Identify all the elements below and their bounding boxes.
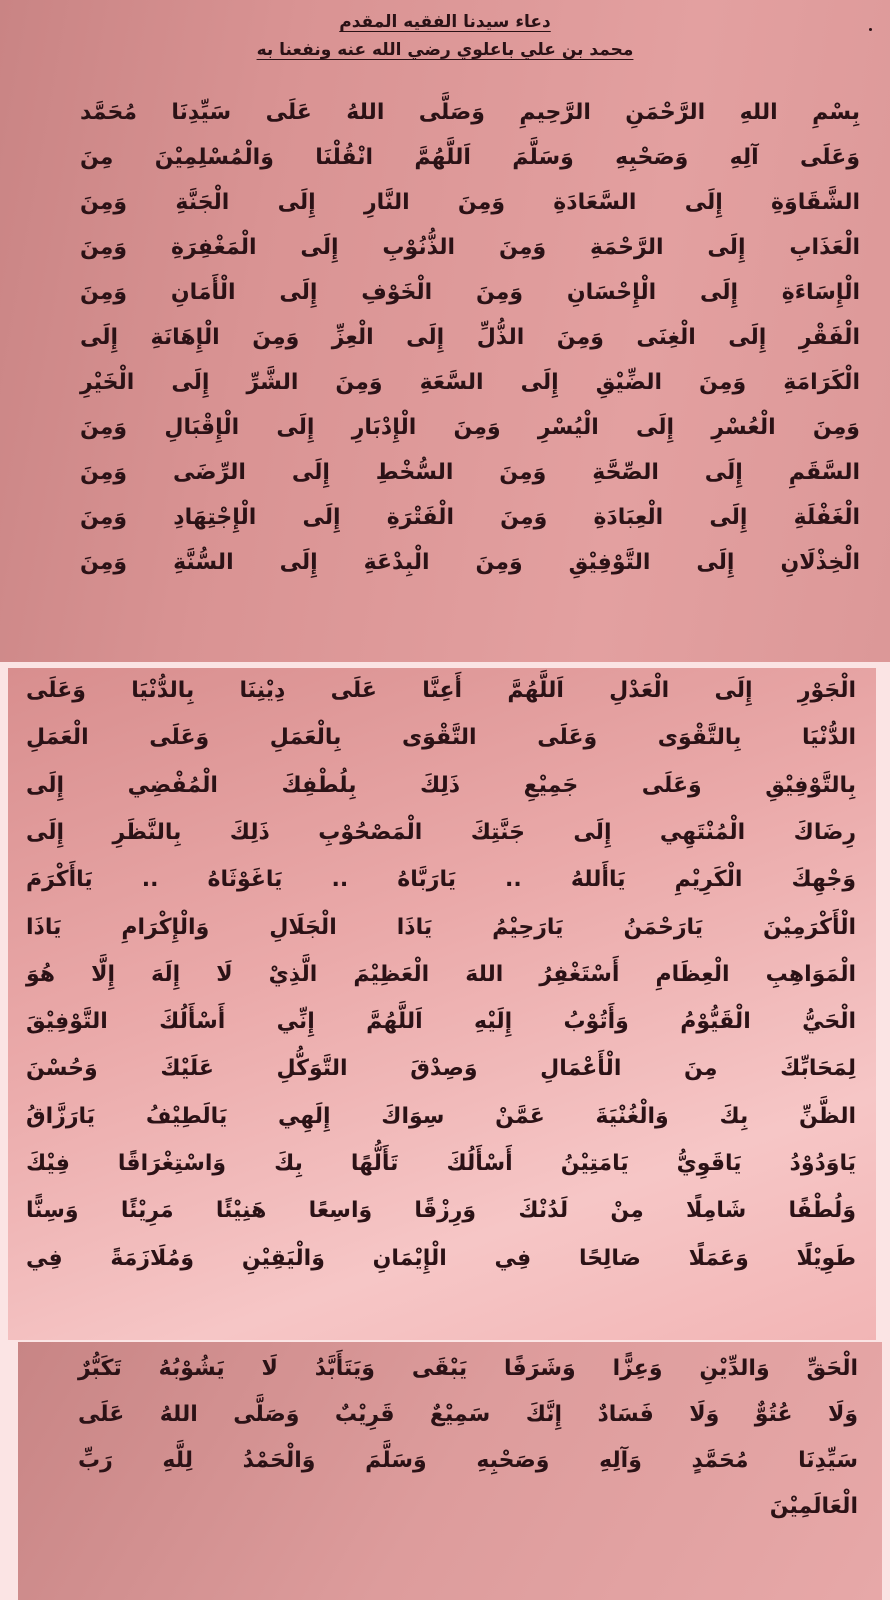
- text-line: بِالتَّوْفِيْقِ وَعَلَى جَمِيْعِ ذَلِكَ بِلُطْفِكَ الْمُفْضِي إِلَى: [26, 772, 856, 798]
- text-line: الدُّنْيَا بِالتَّقْوَى وَعَلَى التَّقْوَى بِالْعَمَلِ وَعَلَى الْعَمَلِ: [26, 725, 856, 751]
- text-line: وَمِنَ الْعُسْرِ إِلَى الْيُسْرِ وَمِنَ الْإِدْبَارِ إِلَى الْإِقْبَالِ وَمِنَ: [80, 415, 860, 440]
- text-line: الْفَقْرِ إِلَى الْغِنَى وَمِنَ الذُّلِّ إِلَى الْعِزِّ وَمِنَ الْإِهَانَةِ إِلَى: [80, 325, 860, 350]
- text-line: الْحَيُّ الْقَيُّوْمُ وَأَتُوْبُ إِلَيْهِ اَللَّهُمَّ إِنِّي أَسْأَلُكَ التَّوْفِيْقَ: [26, 1009, 856, 1035]
- text-line: الْإِسَاءَةِ إِلَى الْإِحْسَانِ وَمِنَ الْخَوْفِ إِلَى الْأَمَانِ وَمِنَ: [80, 280, 860, 305]
- text-line: لِمَحَابِّكَ مِنَ الْأَعْمَالِ وَصِدْقَ التَّوَكُّلِ عَلَيْكَ وَحُسْنَ: [26, 1056, 856, 1082]
- text-line: رِضَاكَ الْمُنْتَهِي إِلَى جَنَّتِكَ الْمَصْحُوْبِ ذَلِكَ بِالنَّظَرِ إِلَى: [26, 819, 856, 845]
- text-line: يَاوَدُوْدُ يَاقَوِيُّ يَامَتِيْنُ أَسْأَلُكَ تَأَلُّهًا بِكَ وَاسْتِغْرَاقًا فِيْكَ: [26, 1151, 856, 1176]
- text-line: الظَّنِّ بِكَ وَالْغُنْيَةَ عَمَّنْ سِوَاكَ إِلَهِي يَالَطِيْفُ يَارَزَّاقُ: [26, 1103, 856, 1129]
- text-line: بِسْمِ اللهِ الرَّحْمَنِ الرَّحِيمِ وَصَلَّى اللهُ عَلَى سَيِّدِنَا مُحَمَّد: [80, 100, 860, 125]
- title-line-2: محمد بن علي باعلوي رضي الله عنه ونفعنا به: [256, 40, 634, 60]
- text-line: الْحَقِّ وَالدِّيْنِ وَعِزًّا وَشَرَفًا يَبْقَى وَيَتَأَبَّدُ لَا يَشُوْبُهُ تَكَبُّرٌ: [78, 1356, 858, 1381]
- text-line: الْعَذَابِ إِلَى الرَّحْمَةِ وَمِنَ الذُّنُوْبِ إِلَى الْمَغْفِرَةِ وَمِنَ: [80, 235, 860, 260]
- speck: [869, 28, 872, 31]
- text-line: الْأَكْرَمِيْنَ يَارَحْمَنُ يَارَحِيْمُ يَاذَا الْجَلَالِ وَالْإِكْرَامِ يَاذَا: [26, 914, 856, 940]
- text-line: الْكَرَامَةِ وَمِنَ الضِّيْقِ إِلَى السَّعَةِ وَمِنَ الشَّرِّ إِلَى الْخَيْرِ: [80, 370, 860, 395]
- text-line: وَعَلَى آلِهِ وَصَحْبِهِ وَسَلَّمَ اَللَّهُمَّ انْقُلْنَا وَالْمُسْلِمِيْنَ مِنَ: [80, 145, 860, 170]
- text-line: الْخِذْلَانِ إِلَى التَّوْفِيْقِ وَمِنَ الْبِدْعَةِ إِلَى السُّنَّةِ وَمِنَ: [80, 550, 860, 575]
- text-line: الْمَوَاهِبِ الْعِظَامِ أَسْتَغْفِرُ اللهَ الْعَظِيْمَ الَّذِيْ لَا إِلَهَ إِلَّا هُوَ: [26, 961, 856, 987]
- text-line: وَلَا عُتُوٌّ وَلَا فَسَادٌ إِنَّكَ سَمِيْعٌ قَرِيْبٌ وَصَلَّى اللهُ عَلَى: [78, 1402, 858, 1427]
- text-line: الْغَفْلَةِ إِلَى الْعِبَادَةِ وَمِنَ الْفَتْرَةِ إِلَى الْإِجْتِهَادِ وَمِنَ: [80, 505, 860, 530]
- text-line: الشَّقَاوَةِ إِلَى السَّعَادَةِ وَمِنَ النَّارِ إِلَى الْجَنَّةِ وَمِنَ: [80, 190, 860, 215]
- text-line: الْعَالَمِيْنَ: [769, 1494, 858, 1519]
- title-line-1: دعاء سيدنا الفقيه المقدم: [339, 12, 551, 32]
- text-line: سَيِّدِنَا مُحَمَّدٍ وَآلِهِ وَصَحْبِهِ وَسَلَّمَ وَالْحَمْدُ لِلَّهِ رَبِّ: [78, 1448, 858, 1473]
- text-line: طَوِيْلًا وَعَمَلًا صَالِحًا فِي الْإِيْمَانِ وَالْيَقِيْنِ وَمُلَازَمَةً فِي: [26, 1245, 856, 1271]
- text-line: وَجْهِكَ الْكَرِيْمِ يَاأَللهُ .. يَارَبَّاهُ .. يَاغَوْثَاهُ .. يَاأَكْرَمَ: [26, 867, 856, 893]
- text-line: الْجَوْرِ إِلَى الْعَدْلِ اَللَّهُمَّ أَعِنَّا عَلَى دِيْنِنَا بِالدُّنْيَا وَعَلَى: [26, 678, 856, 703]
- text-line: وَلُطْفًا شَامِلًا مِنْ لَدُنْكَ وَرِزْقًا وَاسِعًا هَنِيْئًا مَرِيْئًا وَسِنًّا: [26, 1198, 856, 1224]
- scan-page-1: [0, 0, 890, 662]
- scan-page-3: [18, 1342, 882, 1600]
- text-line: السَّقَمِ إِلَى الصِّحَّةِ وَمِنَ السُّخْطِ إِلَى الرِّضَى وَمِنَ: [80, 460, 860, 485]
- scan-page-2: [8, 668, 876, 1340]
